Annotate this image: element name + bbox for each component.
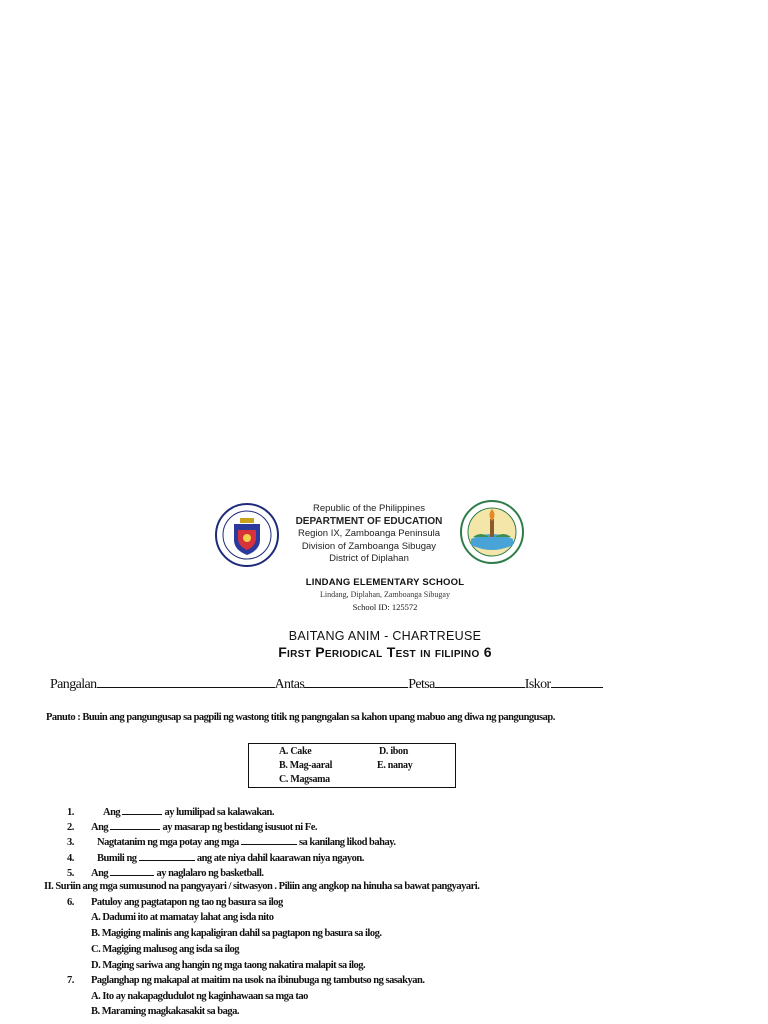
choice-e: E. nanay [377,760,413,771]
school-id: School ID: 125572 [352,602,418,612]
school-info [250,577,520,613]
school-seal-icon [459,499,525,565]
answer-blank[interactable] [139,851,195,861]
list-item: 7. Paglanghap ng makapal at maitim na usok na ibinubuga ng tambutso ng sasakyan. [67,975,425,986]
list-item: 3. Nagtatanim ng mga potay ang mga sa kanilang likod bahay. [67,837,396,848]
instructions: Panuto : Buuin ang pangungusap sa pagpili ng wastong titik ng pangngalan sa kahon upang mabuo ang diwa ng pangungusap. [46,712,555,723]
department-line: DEPARTMENT OF EDUCATION [295,515,443,527]
choice-b: B. Mag-aaral [279,760,333,771]
choice-a: A. Cake [279,746,312,757]
list-item: 4. Bumili ng ang ate niya dahil kaarawan niya ngayon. [67,853,364,864]
grade-blank[interactable] [304,675,408,688]
option-item[interactable]: C. Magiging malusog ang isda sa ilog [91,944,239,955]
choice-d: D. ibon [379,746,409,757]
deped-seal-icon [214,502,280,568]
student-info-row [50,675,670,693]
answer-blank[interactable] [110,820,160,830]
score-label: Iskor [524,677,551,692]
grade-section: BAITANG ANIM - CHARTREUSE [288,629,482,643]
date-label: Petsa [408,677,435,692]
answer-blank[interactable] [110,866,154,876]
list-item: 6. Patuloy ang pagtatapon ng tao ng basura sa ilog [67,897,283,908]
answer-blank[interactable] [122,805,162,815]
score-blank[interactable] [551,675,603,688]
grade-label: Antas [274,677,305,692]
school-address: Lindang, Diplahan, Zamboanga Sibugay [320,590,450,599]
option-item[interactable]: B. Magiging malinis ang kapaligiran dahil sa pagtapon ng basura sa ilog. [91,928,382,939]
list-item: 1. Ang ay lumilipad sa kalawakan. [67,807,274,818]
school-name: LINDANG ELEMENTARY SCHOOL [305,577,465,588]
list-item: 2. Ang ay masarap ng bestidang isusuot ni Fe. [67,822,318,833]
letterhead [285,503,453,566]
district-line: District of Diplahan [329,553,409,564]
test-title: First Periodical Test in filipino 6 [278,644,492,660]
choice-c: C. Magsama [279,774,330,785]
division-line: Division of Zamboanga Sibugay [301,540,437,552]
option-item[interactable]: A. Dadumi ito at mamatay lahat ang isda nito [91,912,274,923]
option-item[interactable]: A. Ito ay nakapagdudulot ng kaginhawaan sa mga tao [91,991,308,1002]
name-label: Pangalan [50,677,97,692]
name-blank[interactable] [97,675,275,688]
region-line: Region IX, Zamboanga Peninsula [297,528,441,539]
choices-box [248,743,456,788]
part2-heading: II. Suriin ang mga sumusunod na pangyayari / sitwasyon . Piliin ang angkop na hinuha sa bawat pangyayari. [44,881,480,892]
option-item[interactable]: B. Maraming magkakasakit sa baga. [91,1006,240,1017]
list-item: 5. Ang ay naglalaro ng basketball. [67,868,264,879]
option-item[interactable]: D. Maging sariwa ang hangin ng mga taong nakatira malapit sa ilog. [91,960,366,971]
date-blank[interactable] [435,675,525,688]
answer-blank[interactable] [241,835,297,845]
republic-line: Republic of the Philippines [313,503,425,514]
